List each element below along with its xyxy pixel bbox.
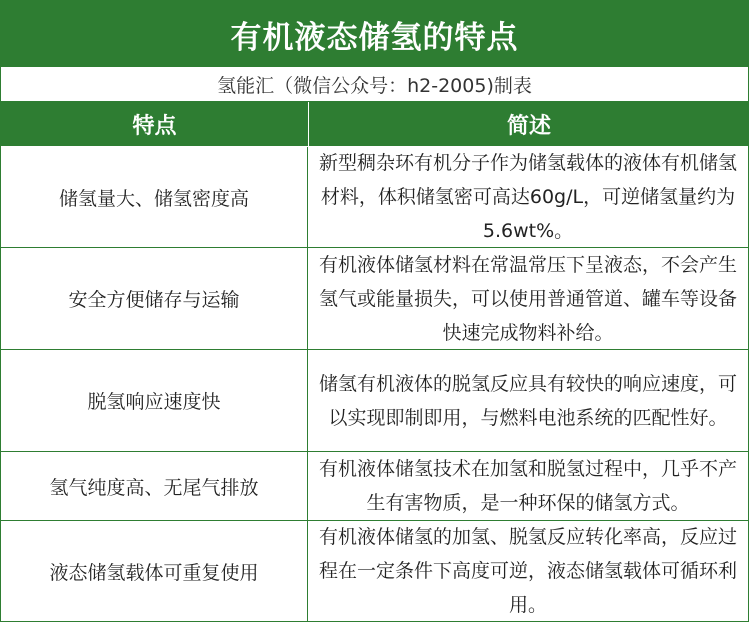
row-description: 储氢有机液体的脱氢反应具有较快的响应速度，可以实现即制即用，与燃料电池系统的匹配性好。: [318, 372, 737, 429]
table-header-row: [1, 102, 748, 146]
row-description: 有机液体储氢材料在常温常压下呈液态，不会产生氢气或能量损失，可以使用普通管道、罐车等设备快速完成物料补给。: [318, 253, 737, 344]
row-description: 有机液体储氢技术在加氢和脱氢过程中，几乎不产生有害物质，是一种环保的储氢方式。: [318, 458, 737, 514]
row-feature: 安全方便储存与运输: [1, 248, 308, 349]
table-row: [1, 350, 748, 452]
header-feature: 特点: [132, 113, 177, 139]
row-feature: 脱氢响应速度快: [1, 350, 308, 451]
row-description: 新型稠杂环有机分子作为储氢载体的液体有机储氢材料，体积储氢密可高达60g/L，可逆储氢量约为5.6wt%。: [318, 152, 737, 242]
table-row: [1, 147, 748, 248]
row-feature: 氢气纯度高、无尾气排放: [1, 452, 308, 520]
table-title: 有机液态储氢的特点: [1, 1, 748, 67]
header-description: 简述: [308, 102, 749, 146]
row-feature: 储氢量大、储氢密度高: [1, 147, 308, 247]
table-source-note: 氢能汇（微信公众号：h2-2005)制表: [1, 67, 748, 102]
row-description: 有机液体储氢的加氢、脱氢反应转化率高，反应过程在一定条件下高度可逆，液态储氢载体可循环利用。: [318, 526, 737, 616]
table-row: [1, 452, 748, 521]
table-row: [1, 521, 748, 621]
row-feature: 液态储氢载体可重复使用: [1, 521, 308, 621]
table-row: [1, 248, 748, 350]
